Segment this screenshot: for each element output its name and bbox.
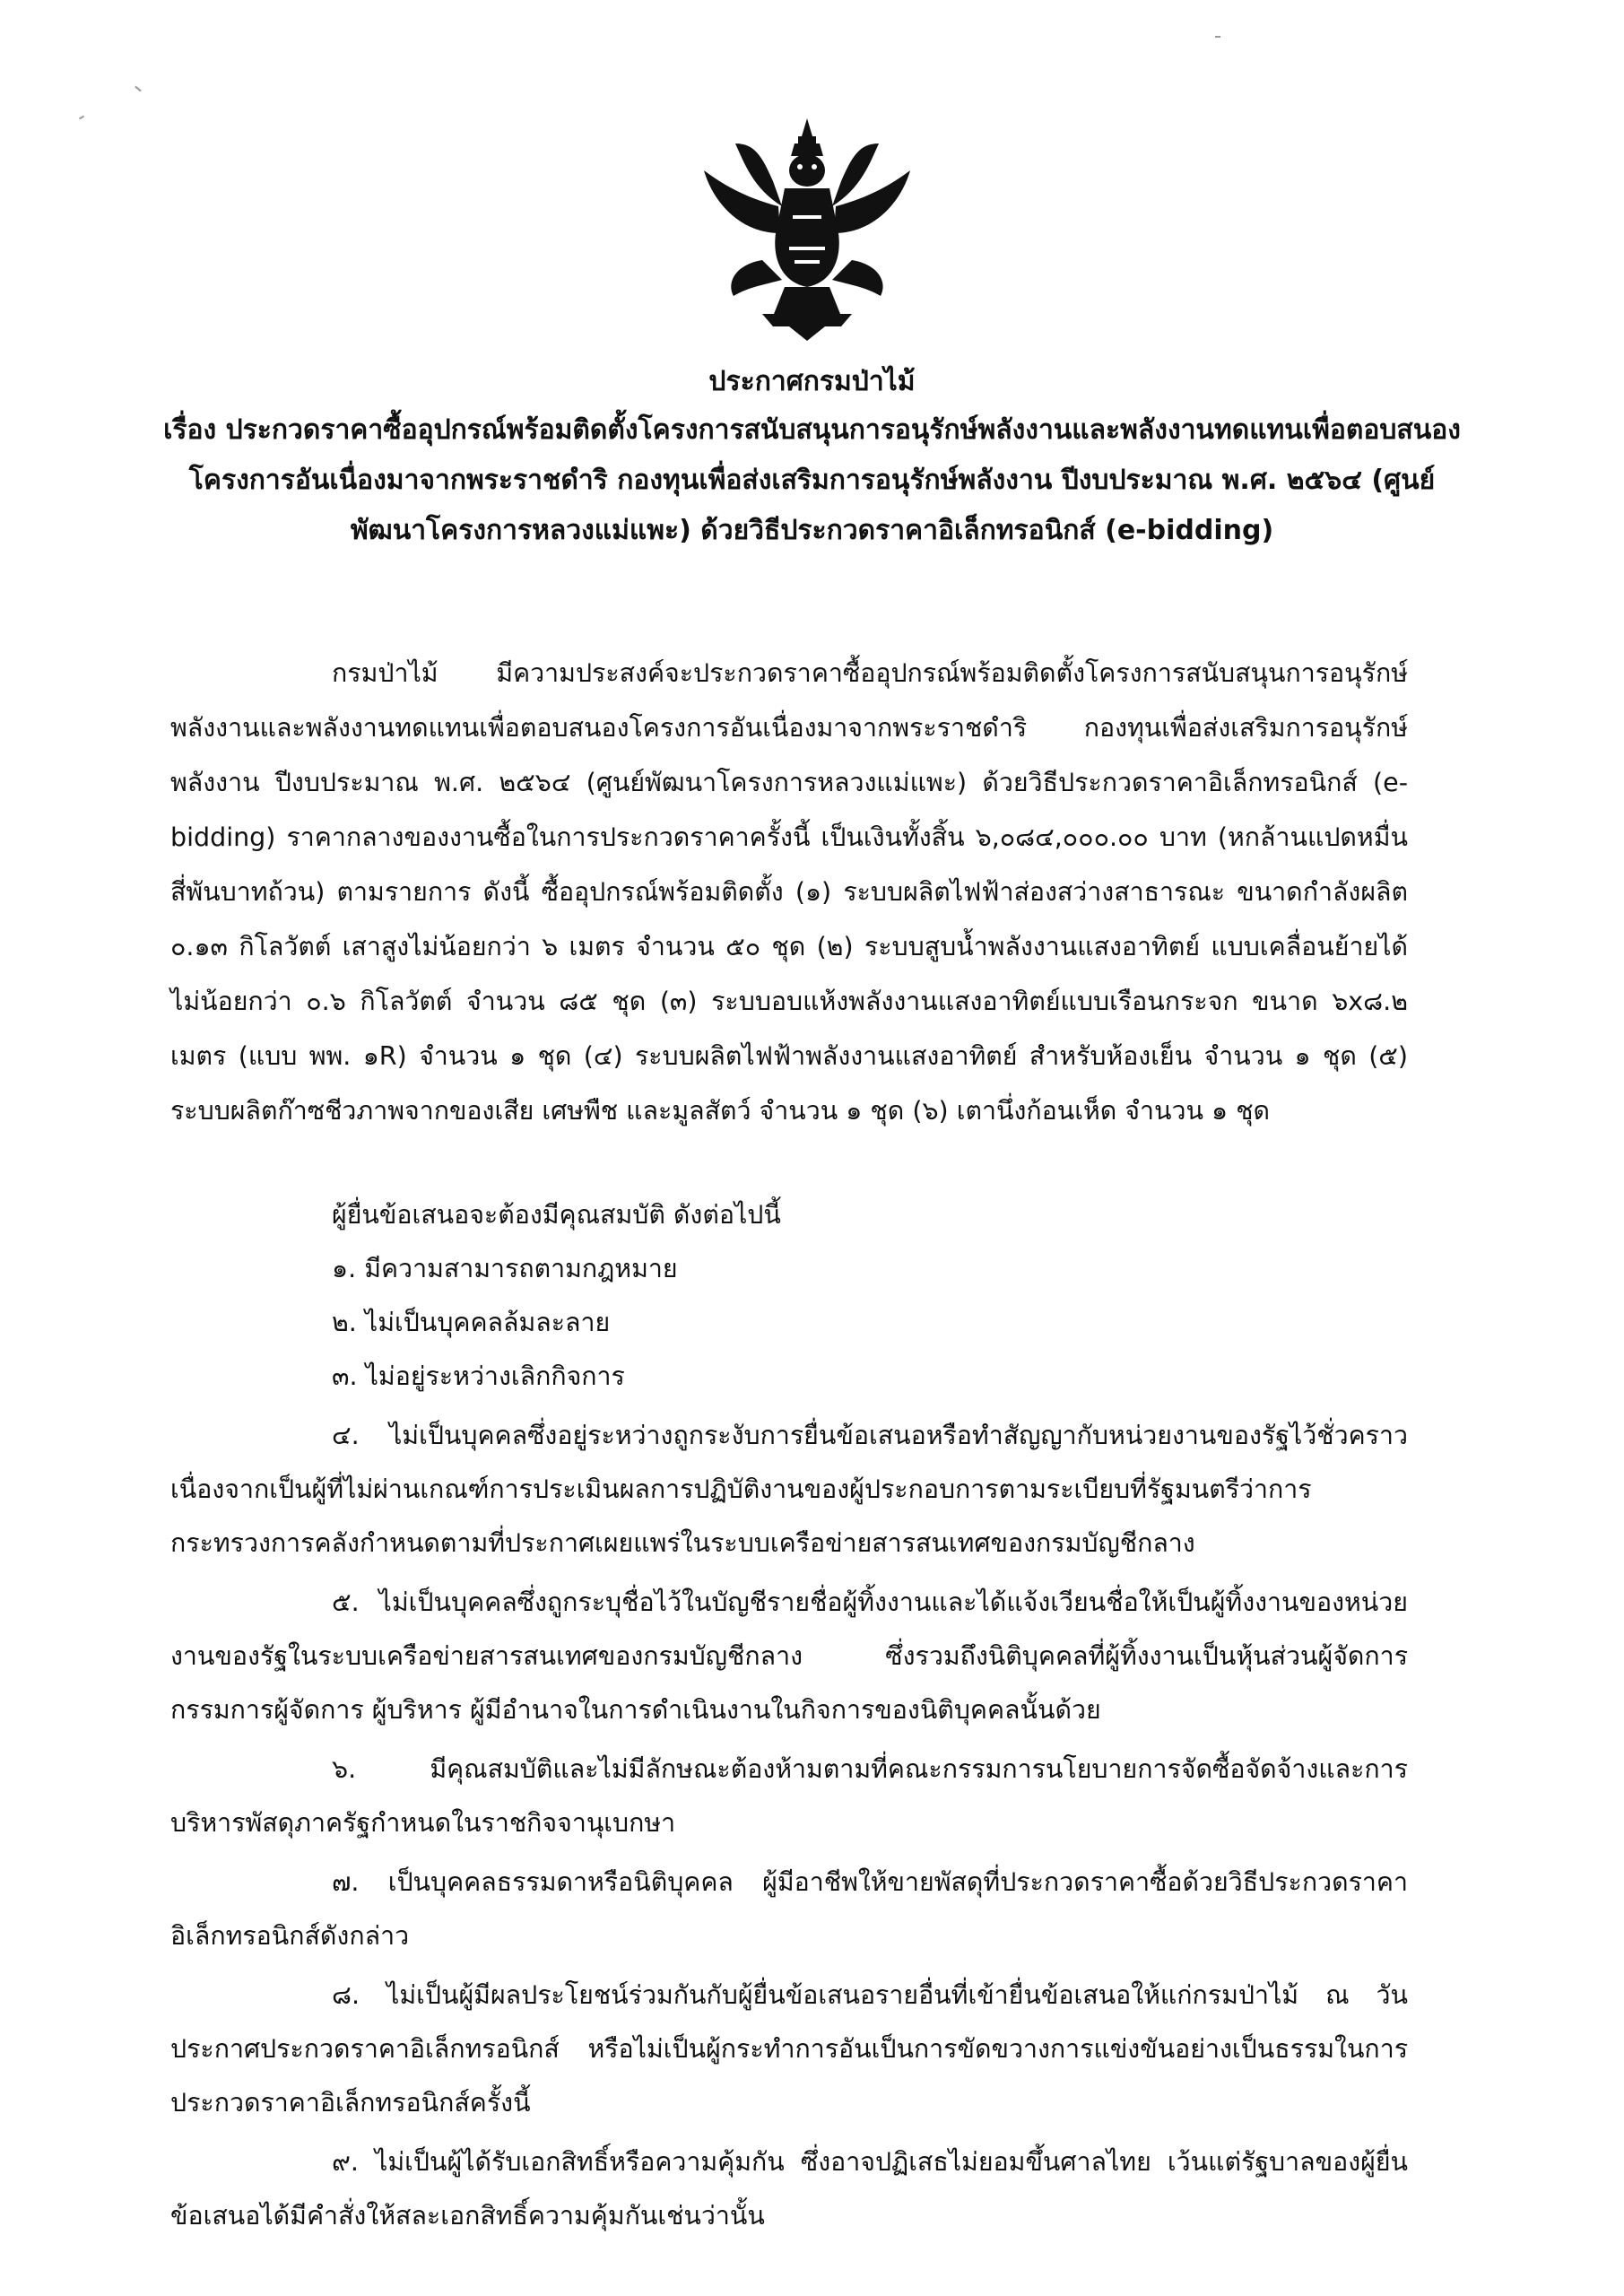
scan-speck (135, 86, 141, 92)
intro-paragraph: กรมป่าไม้ มีความประสงค์จะประกวดราคาซื้ออุปกรณ์พร้อมติดตั้งโครงการสนับสนุนการอนุรักษ์พลังงานและพลังงานทดแทนเพื่อตอบสนองโครงการอันเนื่องมาจากพระราชดำริ กองทุนเพื่อส่งเสริมการอนุรักษ์พลังงาน ปีงบประมาณ พ.ศ. ๒๕๖๔ (ศูนย์พัฒนาโครงการหลวงแม่แพะ) ด้วยวิธีประกวดราคาอิเล็กทรอนิกส์ (e-bidding) ราคากลางของงานซื้อในการประกวดราคาครั้งนี้ เป็นเงินทั้งสิ้น ๖,๐๘๔,๐๐๐.๐๐ บาท (หกล้านแปดหมื่นสี่พันบาทถ้วน) ตามรายการ ดังนี้ ซื้ออุปกรณ์พร้อมติดตั้ง (๑) ระบบผลิตไฟฟ้าส่องสว่างสาธารณะ ขนาดกำลังผลิต ๐.๑๓ กิโลวัตต์ เสาสูงไม่น้อยกว่า ๖ เมตร จำนวน ๕๐ ชุด (๒) ระบบสูบน้ำพลังงานแสงอาทิตย์ แบบเคลื่อนย้ายได้ไม่น้อยกว่า ๐.๖ กิโลวัตต์ จำนวน ๘๕ ชุด (๓) ระบบอบแห้งพลังงานแสงอาทิตย์แบบเรือนกระจก ขนาด ๖x๘.๒ เมตร (แบบ พพ. ๑R) จำนวน ๑ ชุด (๔) ระบบผลิตไฟฟ้าพลังงานแสงอาทิตย์ สำหรับห้องเย็น จำนวน ๑ ชุด (๕) ระบบผลิตก๊าซชีวภาพจากของเสีย เศษพืช และมูลสัตว์ จำนวน ๑ ชุด (๖) เตานึ่งก้อนเห็ด จำนวน ๑ ชุด (170, 658, 1408, 1126)
qualification-item: ๕. ไม่เป็นบุคคลซึ่งถูกระบุชื่อไว้ในบัญชีรายชื่อผู้ทิ้งงานและได้แจ้งเวียนชื่อให้เป็นผู้ทิ้งงานของหน่วยงานของรัฐในระบบเครือข่ายสารสนเทศของกรมบัญชีกลาง ซึ่งรวมถึงนิติบุคคลที่ผู้ทิ้งงานเป็นหุ้นส่วนผู้จัดการ กรรมการผู้จัดการ ผู้บริหาร ผู้มีอำนาจในการดำเนินงานในกิจการของนิติบุคคลนั้นด้วย (170, 1587, 1408, 1725)
qualification-item: ๖. มีคุณสมบัติและไม่มีลักษณะต้องห้ามตามที่คณะกรรมการนโยบายการจัดซื้อจัดจ้างและการบริหารพัสดุภาครัฐกำหนดในราชกิจจานุเบกษา (170, 1754, 1408, 1838)
qualification-item: ๘. ไม่เป็นผู้มีผลประโยชน์ร่วมกันกับผู้ยื่นข้อเสนอรายอื่นที่เข้ายื่นข้อเสนอให้แก่กรมป่าไม้ ณ วันประกาศประกวดราคาอิเล็กทรอนิกส์ หรือไม่เป็นผู้กระทำการอันเป็นการขัดขวางการแข่งขันอย่างเป็นธรรมในการประกวดราคาอิเล็กทรอนิกส์ครั้งนี้ (170, 1980, 1408, 2118)
garuda-emblem-icon (699, 117, 915, 341)
qualification-item: ๒. ไม่เป็นบุคคลล้มละลาย (332, 1308, 611, 1337)
qualifications-section (170, 1188, 1408, 2243)
scan-speck (79, 116, 84, 120)
qualification-item: ๑. มีความสามารถตามกฎหมาย (332, 1254, 678, 1283)
announcement-title: ประกาศกรมป่าไม้ (708, 366, 916, 397)
qualification-item: ๙. ไม่เป็นผู้ได้รับเอกสิทธิ์หรือความคุ้มกัน ซึ่งอาจปฏิเสธไม่ยอมขึ้นศาลไทย เว้นแต่รัฐบาลของผู้ยื่นข้อเสนอได้มีคำสั่งให้สละเอกสิทธิ์ความคุ้มกันเช่นว่านั้น (170, 2147, 1408, 2231)
announcement-subject: เรื่อง ประกวดราคาซื้ออุปกรณ์พร้อมติดตั้งโครงการสนับสนุนการอนุรักษ์พลังงานและพลังงานทดแทนเพื่อตอบสนองโครงการอันเนื่องมาจากพระราชดำริ กองทุนเพื่อส่งเสริมการอนุรักษ์พลังงาน ปีงบประมาณ พ.ศ. ๒๕๖๔ (ศูนย์พัฒนาโครงการหลวงแม่แพะ) ด้วยวิธีประกวดราคาอิเล็กทรอนิกส์ (e-bidding) (163, 414, 1461, 546)
scan-speck (1215, 36, 1220, 38)
qualification-item: ๔. ไม่เป็นบุคคลซึ่งอยู่ระหว่างถูกระงับการยื่นข้อเสนอหรือทำสัญญากับหน่วยงานของรัฐไว้ชั่วคราว เนื่องจากเป็นผู้ที่ไม่ผ่านเกณฑ์การประเมินผลการปฏิบัติงานของผู้ประกอบการตามระเบียบที่รัฐมนตรีว่าการกระทรวงการคลังกำหนดตามที่ประกาศเผยแพร่ในระบบเครือข่ายสารสนเทศของกรมบัญชีกลาง (170, 1421, 1408, 1558)
qualification-item: ๗. เป็นบุคคลธรรมดาหรือนิติบุคคล ผู้มีอาชีพให้ขายพัสดุที่ประกวดราคาซื้อด้วยวิธีประกวดราคาอิเล็กทรอนิกส์ดังกล่าว (170, 1867, 1408, 1951)
qualifications-heading: ผู้ยื่นข้อเสนอจะต้องมีคุณสมบัติ ดังต่อไปนี้ (332, 1200, 781, 1230)
announcement-header (143, 359, 1481, 556)
qualification-item: ๓. ไม่อยู่ระหว่างเลิกกิจการ (332, 1361, 625, 1391)
